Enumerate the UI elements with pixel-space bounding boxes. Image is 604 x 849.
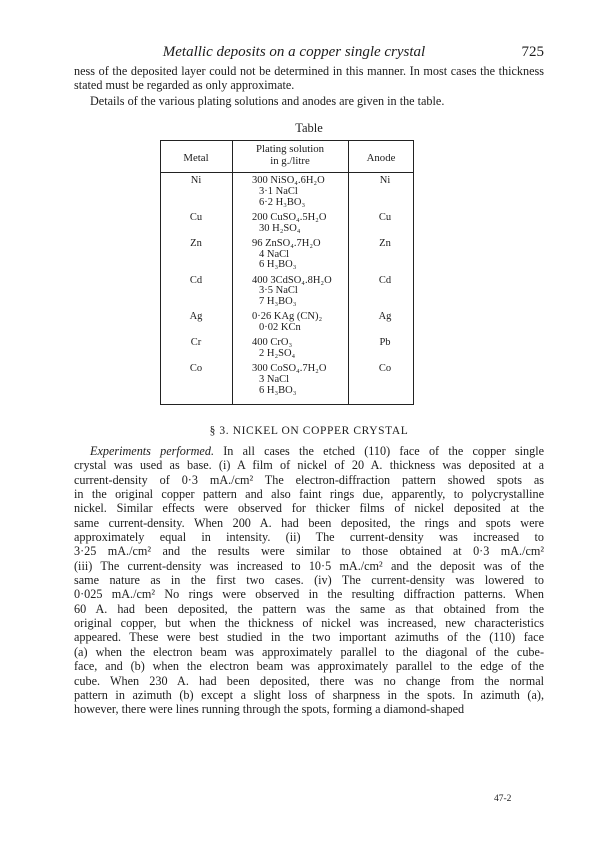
cell-anode: Cu xyxy=(378,211,392,223)
cell-metal: Cu xyxy=(189,211,203,223)
solution-line: 3 NaCl xyxy=(259,374,290,386)
running-title: Metallic deposits on a copper single crystal xyxy=(162,44,426,60)
running-head xyxy=(74,44,544,64)
cell-anode: Zn xyxy=(379,237,391,249)
cell-metal: Cd xyxy=(189,274,203,286)
body-line: crystal was used as base. (i) A film of nickel of 20 A. thickness was deposited at a xyxy=(74,458,544,473)
table-caption: Table xyxy=(295,121,323,135)
body-line: approximately equal in intensity. (ii) The current-density was increased to xyxy=(74,530,544,545)
body-line-text: In all cases the etched (110) face of the copper single xyxy=(223,444,544,458)
header-solution-line-1: Plating solution xyxy=(255,143,325,155)
header-anode: Anode xyxy=(366,152,396,164)
cell-anode: Pb xyxy=(379,337,391,349)
body-line: in the original copper pattern and also faint rings due, apparently, to polycrystalline xyxy=(74,487,544,502)
cell-metal: Co xyxy=(189,363,203,375)
solution-line: 6·2 H₃BO₃ xyxy=(259,196,306,208)
body-line: same nature as in the first two cases. (iv) The current-density was lowered to xyxy=(74,573,544,588)
solution-line: 300 NiSO₄.6H₂O xyxy=(252,175,325,186)
paragraph-table-intro: Details of the various plating solutions and anodes are given in the table. xyxy=(90,94,445,108)
cell-solution xyxy=(252,338,356,360)
cell-metal: Zn xyxy=(190,237,202,249)
body-line: appeared. These were best studied in the two important azimuths of the (110) face xyxy=(74,630,544,645)
body-line xyxy=(74,444,544,458)
body-line: 3·25 mA./cm² and the results were similar to those obtained at 0·3 mA./cm² xyxy=(74,544,544,559)
solution-line: 2 H₂SO₄ xyxy=(259,348,296,360)
cell-metal: Ag xyxy=(189,311,203,323)
body-line: (iii) The current-density was increased to 10·5 mA./cm² and the deposit was of the xyxy=(74,558,544,573)
cell-anode: Ni xyxy=(379,175,391,186)
page-number: 725 xyxy=(521,44,544,60)
section-body xyxy=(74,444,544,717)
body-line: 60 A. had been deposited, the pattern was the same as that obtained from the xyxy=(74,601,544,616)
cell-metal: Cr xyxy=(190,337,202,349)
body-line: nickel. Similar effects were observed for thicker films of nickel deposited at the xyxy=(74,501,544,516)
body-line: 0·025 mA./cm² No rings were observed in the resulting diffraction patterns. When xyxy=(74,587,544,602)
solution-line: 0·02 KCn xyxy=(259,322,301,334)
header-solution-line-2: in g./litre xyxy=(270,154,310,167)
solution-line: 400 CrO₃ xyxy=(252,337,293,349)
solution-line: 3·5 NaCl xyxy=(259,285,298,297)
cell-anode: Co xyxy=(378,363,392,375)
cell-solution xyxy=(252,364,356,396)
signature-mark: 47-2 xyxy=(494,794,512,804)
body-line: however, there were lines running through the spots, forming a diamond-shaped xyxy=(74,702,465,717)
solution-line: 400 3CdSO₄.8H₂O xyxy=(252,274,332,286)
plating-table xyxy=(160,140,414,405)
header-metal: Metal xyxy=(183,152,209,164)
paragraph-continuation: ness of the deposited layer could not be determined in this manner. In most cases the thickness stated must be regarded as only approximate. xyxy=(74,64,544,93)
body-line: current-density of 0·3 mA./cm² The electron-diffraction pattern showed spots as xyxy=(74,472,544,487)
body-line: pattern in azimuth (b) except a slight loss of sharpness in the spots. In azimuth (a), xyxy=(74,687,544,702)
header-rule xyxy=(160,172,414,173)
column-divider xyxy=(232,140,233,405)
solution-line: 4 NaCl xyxy=(259,248,290,260)
header-solution xyxy=(232,144,348,167)
solution-line: 0·26 KAg (CN)₂ xyxy=(252,311,323,323)
cell-solution xyxy=(252,239,356,271)
solution-line: 7 H₃BO₃ xyxy=(259,296,297,308)
body-line: cube. When 230 A. had been deposited, there was no change from the normal xyxy=(74,673,544,688)
body-line: face, and (b) when the electron beam was approximately parallel to the edge of the xyxy=(74,659,544,674)
body-line: (a) when the electron beam was approximately parallel to the diagonal of the cube- xyxy=(74,644,544,659)
run-in-heading: Experiments performed. xyxy=(90,444,214,458)
solution-line: 3·1 NaCl xyxy=(259,185,298,197)
cell-anode: Ag xyxy=(378,311,392,323)
solution-line: 200 CuSO₄.5H₂O xyxy=(252,211,327,223)
body-line: original copper, but when the thickness of nickel was increased, new characteristics xyxy=(74,616,544,631)
cell-solution xyxy=(252,312,356,334)
body-line: same current-density. When 200 A. had been deposited, the rings and spots were xyxy=(74,515,544,530)
solution-line: 96 ZnSO₄.7H₂O xyxy=(252,237,321,249)
cell-anode: Cd xyxy=(378,274,392,286)
solution-line: 6 H₃BO₃ xyxy=(259,259,297,271)
solution-line: 30 H₂SO₄ xyxy=(259,222,301,234)
solution-line: 6 H₃BO₃ xyxy=(259,384,297,396)
cell-solution xyxy=(252,176,356,208)
section-heading: § 3. NICKEL ON COPPER CRYSTAL xyxy=(209,425,409,437)
cell-solution xyxy=(252,276,356,308)
cell-solution xyxy=(252,213,356,235)
cell-metal: Ni xyxy=(190,175,202,186)
solution-line: 300 CoSO₄.7H₂O xyxy=(252,363,327,375)
